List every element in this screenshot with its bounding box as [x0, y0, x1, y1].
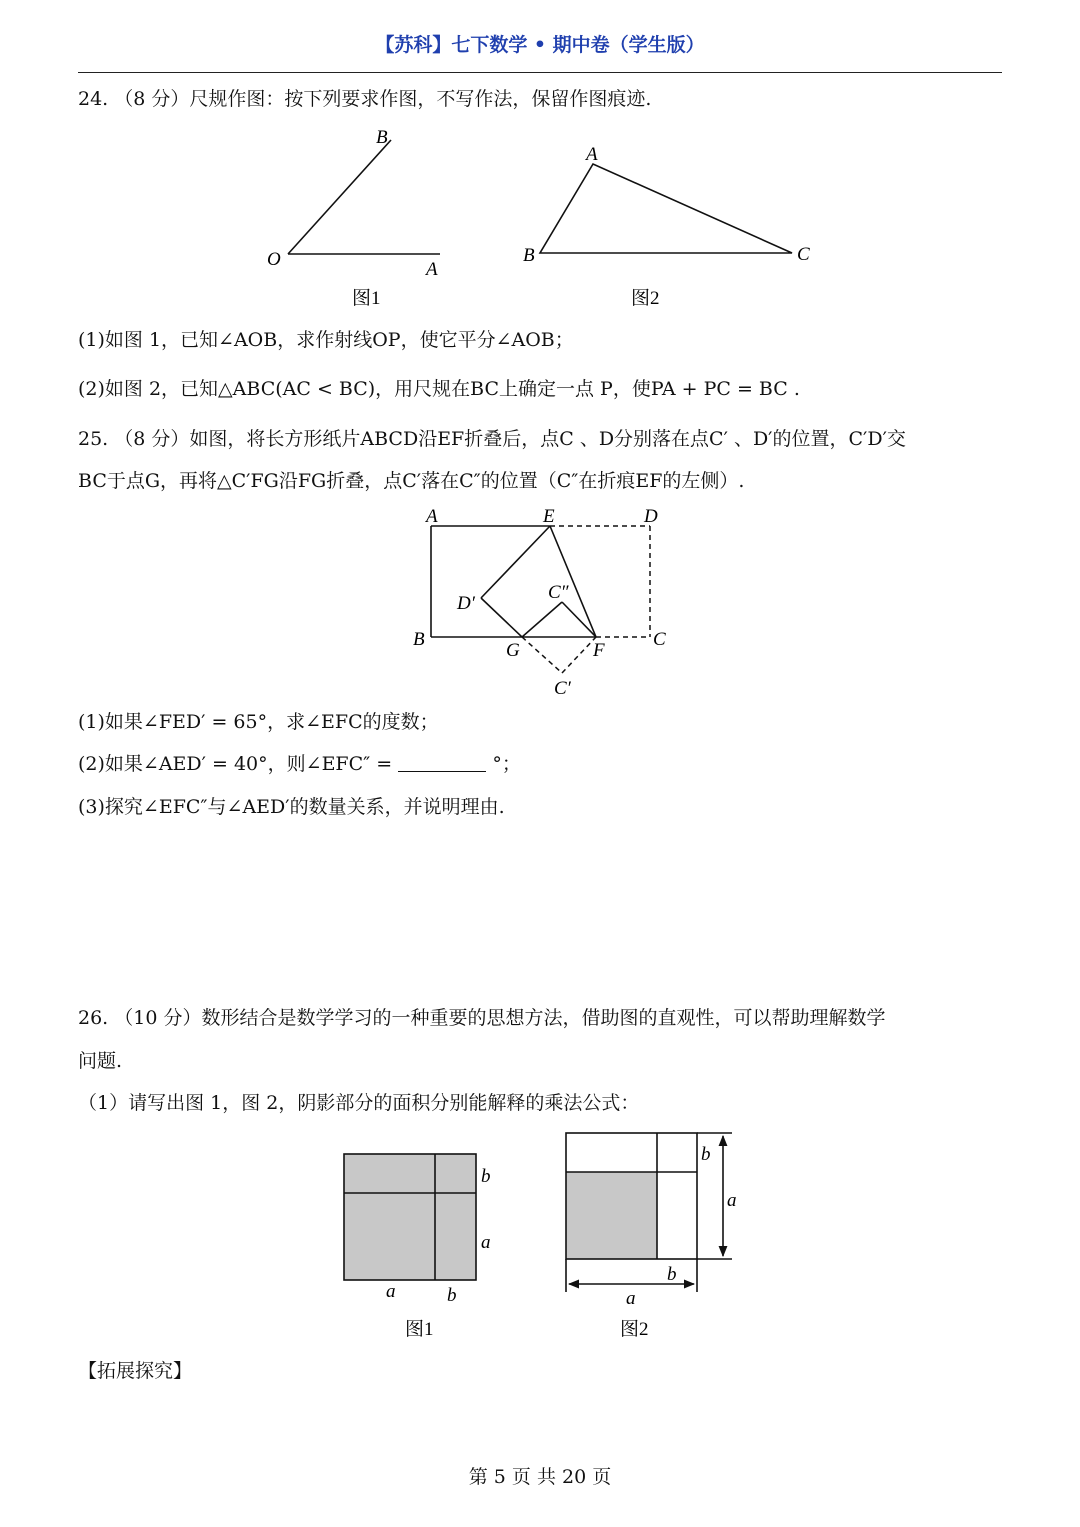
q25-label-e: E	[543, 506, 555, 527]
q26-fig1-caption: 图1	[405, 1319, 434, 1340]
extension-heading: 【拓展探究】	[78, 1360, 193, 1382]
q26-part1: （1）请写出图 1，图 2，阴影部分的面积分别能解释的乘法公式：	[78, 1092, 640, 1114]
q24-fig2-caption: 图2	[631, 288, 660, 309]
q25-stem-line1: 25. （8 分）如图，将长方形纸片ABCD沿EF折叠后，点C 、D分别落在点C′ 、D′的位置，C′D′交	[78, 428, 906, 450]
q26-fig2-label-a-bottom: a	[626, 1288, 636, 1309]
fig1-square	[344, 1154, 476, 1280]
q24-fig2-label-c: C	[797, 244, 810, 265]
q24-fig1-label-o: O	[267, 249, 281, 270]
q25-label-f: F	[593, 640, 605, 661]
q25-part3: (3)探究∠EFC″与∠AED′的数量关系，并说明理由.	[78, 796, 505, 818]
q25-label-d: D	[644, 506, 658, 527]
q25-label-b: B	[413, 629, 425, 650]
q24-fig2-label-b: B	[523, 245, 535, 266]
q26-fig2-caption: 图2	[620, 1319, 649, 1340]
page-footer: 第 5 页 共 20 页	[468, 1466, 612, 1488]
q25-part2-suffix: °；	[492, 753, 521, 775]
q26-fig1-label-a-right: a	[481, 1232, 491, 1253]
q25-label-cdoubleprime: C″	[548, 582, 569, 603]
q24-fig1-label-b: B	[376, 127, 388, 148]
q25-label-a: A	[426, 506, 438, 527]
q26-fig2-label-a-right: a	[727, 1190, 737, 1211]
q26-fig2-label-b-top: b	[701, 1144, 711, 1165]
q26-fig1-label-b-bottom: b	[447, 1285, 457, 1306]
q24-fig1-caption: 图1	[352, 288, 381, 309]
q25-label-c: C	[653, 629, 666, 650]
q24-fig2-label-a: A	[586, 144, 598, 165]
q25-part2-text: (2)如果∠AED′ = 40°，则∠EFC″ =	[78, 753, 393, 775]
q25-label-dprime: D′	[457, 593, 475, 614]
q25-part1: (1)如果∠FED′ = 65°，求∠EFC的度数；	[78, 711, 439, 733]
q25-label-g: G	[506, 640, 520, 661]
q26-fig1	[344, 1154, 476, 1280]
q26-stem-line2: 问题.	[78, 1050, 123, 1072]
page-header: 【苏科】七下数学 • 期中卷（学生版）	[375, 34, 705, 56]
q26-fig1-label-a-bottom: a	[386, 1281, 396, 1302]
q26-fig2-label-b-inner: b	[667, 1264, 677, 1285]
q26-stem-line1: 26. （10 分）数形结合是数学学习的一种重要的思想方法，借助图的直观性，可以帮助理解数学	[78, 1007, 886, 1029]
q25-stem-line2: BC于点G，再将△C′FG沿FG折叠，点C′落在C″的位置（C″在折痕EF的左侧）.	[78, 470, 745, 492]
q24-stem: 24. （8 分）尺规作图：按下列要求作图，不写作法，保留作图痕迹.	[78, 88, 652, 110]
q24-part2: (2)如图 2，已知△ABC(AC < BC)，用尺规在BC上确定一点 P，使PA + PC = BC .	[78, 378, 800, 400]
q26-fig1-label-b-right: b	[481, 1166, 491, 1187]
q25-label-cprime: C′	[554, 678, 571, 699]
q24-fig1-label-a: A	[426, 259, 438, 280]
fig2-shaded	[566, 1172, 657, 1259]
q24-part1: (1)如图 1，已知∠AOB，求作射线OP，使它平分∠AOB；	[78, 329, 574, 351]
